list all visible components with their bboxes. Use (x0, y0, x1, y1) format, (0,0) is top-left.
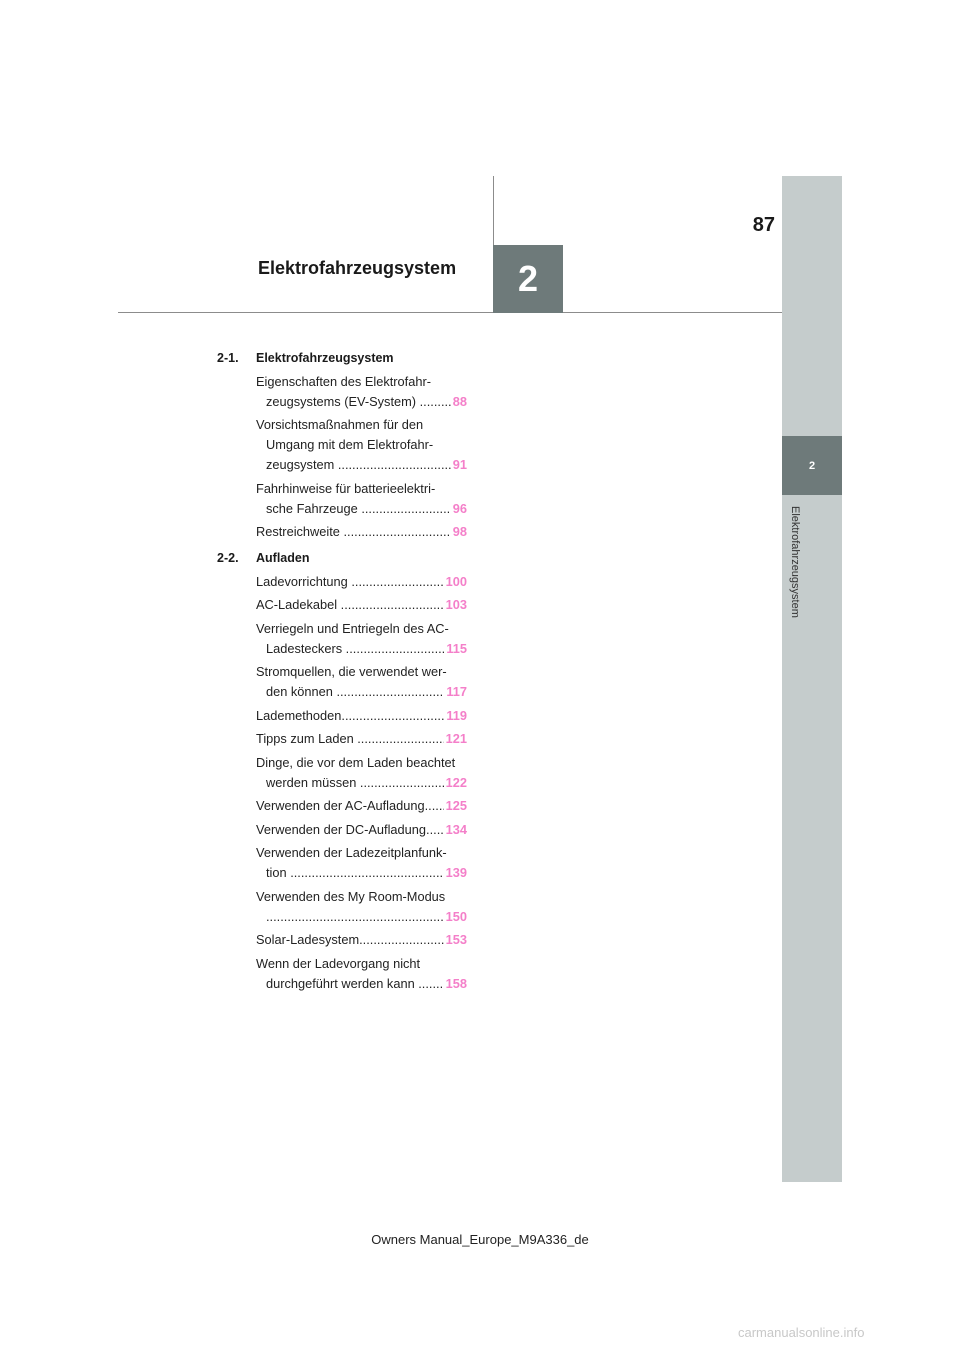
toc-entry[interactable] (217, 820, 467, 840)
toc-entry-text: Verwenden der DC-Aufladung (256, 821, 427, 837)
toc-entry-text: werden müssen ................... (266, 774, 428, 790)
page-number: 87 (752, 214, 775, 236)
toc-page-link[interactable]: 134 (445, 821, 467, 837)
toc-leader-dots (425, 796, 444, 816)
toc-entry[interactable] (217, 619, 467, 659)
toc-leader-dots (437, 455, 450, 475)
toc-entry-text: Restreichweite .......................... (256, 524, 436, 539)
side-tab-background (782, 176, 842, 1182)
toc-section-heading[interactable] (217, 348, 467, 368)
toc-entry[interactable] (217, 595, 467, 615)
table-of-contents (217, 342, 467, 994)
header-divider-vertical (493, 176, 494, 246)
toc-entry-text: Solar-Ladesystem.................. (256, 932, 424, 947)
toc-page-link[interactable]: 100 (445, 573, 467, 589)
toc-leader-dots (425, 863, 443, 883)
toc-entry[interactable] (217, 930, 467, 950)
toc-entry[interactable] (217, 753, 467, 793)
toc-leader-dots (426, 595, 444, 615)
toc-leader-dots (436, 499, 451, 519)
toc-entry-text: Verwenden der AC-Aufladung (256, 798, 425, 813)
toc-section-title: Aufladen (256, 551, 310, 565)
toc-entry-text: Ladevorrichtung ..................... (256, 573, 426, 589)
toc-page-link[interactable]: 125 (445, 798, 467, 813)
toc-entry-text: ............................................ (266, 908, 423, 924)
toc-entry-text: Vorsichtsmaßnahmen für den (256, 417, 424, 432)
toc-page-link[interactable]: 119 (446, 707, 467, 723)
toc-entry-text: Eigenschaften des Elektrofahr- (256, 373, 431, 389)
toc-entry-text: Fahrhinweise für batterieelektri- (256, 480, 436, 496)
toc-leader-dots (425, 682, 444, 702)
toc-page-link[interactable]: 121 (445, 731, 467, 746)
chapter-title: Elektrofahrzeugsystem (258, 258, 457, 278)
toc-page-link[interactable]: 158 (445, 975, 467, 991)
toc-page-link[interactable]: 122 (445, 774, 467, 790)
toc-entry[interactable] (217, 843, 467, 883)
toc-leader-dots (437, 392, 450, 412)
toc-entry[interactable] (217, 479, 467, 519)
toc-entry-text: Verwenden des My Room-Modus (256, 888, 446, 904)
toc-section-heading[interactable] (217, 548, 467, 568)
toc-entry-text: tion ...................................... (266, 865, 426, 880)
toc-page-link[interactable]: 103 (445, 597, 467, 612)
side-tab-number[interactable]: 2 (782, 436, 842, 495)
toc-leader-dots (423, 706, 444, 726)
toc-page-link[interactable]: 96 (452, 500, 467, 516)
footer-document-name: Owners Manual_Europe_M9A336_de (371, 1232, 589, 1247)
toc-section-title: Elektrofahrzeugsystem (256, 351, 394, 365)
toc-entry-text: Wenn der Ladevorgang nicht (256, 955, 421, 971)
toc-entry[interactable] (217, 372, 467, 412)
toc-leader-dots (425, 974, 443, 994)
toc-entry-text: sche Fahrzeuge ..................... (266, 500, 436, 516)
toc-entry[interactable] (217, 796, 467, 816)
toc-entry[interactable] (217, 572, 467, 592)
toc-leader-dots (422, 907, 443, 927)
toc-page-link[interactable]: 98 (452, 524, 467, 539)
toc-page-link[interactable]: 150 (445, 908, 467, 924)
toc-leader-dots (427, 639, 444, 659)
toc-leader-dots (427, 773, 443, 793)
toc-entry-text: zeugsystem ............................ (266, 457, 438, 472)
toc-entry[interactable] (217, 887, 467, 927)
chapter-number-box: 2 (493, 245, 563, 313)
toc-leader-dots (425, 729, 444, 749)
toc-leader-dots (436, 522, 451, 542)
toc-entry-text: AC-Ladekabel ........................ (256, 597, 426, 612)
toc-entry-text: durchgeführt werden kann .. (266, 975, 426, 991)
toc-entry-text: den können ......................... (266, 684, 426, 699)
toc-entry[interactable] (217, 729, 467, 749)
toc-page-link[interactable]: 91 (452, 457, 467, 472)
toc-entry[interactable] (217, 706, 467, 726)
toc-page-link[interactable]: 117 (446, 684, 467, 699)
toc-page-link[interactable]: 139 (445, 865, 467, 880)
toc-page-link[interactable]: 88 (452, 393, 467, 409)
toc-entry[interactable] (217, 415, 467, 475)
toc-entry[interactable] (217, 662, 467, 702)
toc-leader-dots (426, 572, 444, 592)
toc-page-link[interactable]: 115 (446, 640, 467, 656)
toc-entry-text: Lademethoden....................... (256, 707, 424, 723)
toc-entry-text: Verriegeln und Entriegeln des AC- (256, 620, 449, 636)
toc-section-number: 2-2. (217, 551, 239, 565)
toc-entry-text: Verwenden der Ladezeitplanfunk- (256, 845, 447, 860)
toc-entry-text: Stromquellen, die verwendet wer- (256, 664, 447, 679)
toc-leader-dots (426, 820, 444, 840)
side-tab-label[interactable]: Elektrofahrzeugsystem (789, 506, 801, 618)
toc-entry-text: zeugsystems (EV-System) ..... (266, 393, 438, 409)
toc-entry[interactable] (217, 522, 467, 542)
toc-entry-text: Dinge, die vor dem Laden beachtet (256, 754, 456, 770)
toc-entry-text: Tipps zum Laden ................... (256, 731, 425, 746)
footer-watermark: carmanualsonline.info (738, 1325, 865, 1340)
toc-leader-dots (423, 930, 444, 950)
toc-page-link[interactable]: 153 (445, 932, 467, 947)
header-divider-horizontal (118, 312, 782, 313)
toc-entry[interactable] (217, 954, 467, 994)
toc-section-number: 2-1. (217, 351, 239, 365)
toc-entry-text: Ladesteckers ....................... (266, 640, 428, 656)
toc-entry-text: Umgang mit dem Elektrofahr- (266, 437, 434, 452)
